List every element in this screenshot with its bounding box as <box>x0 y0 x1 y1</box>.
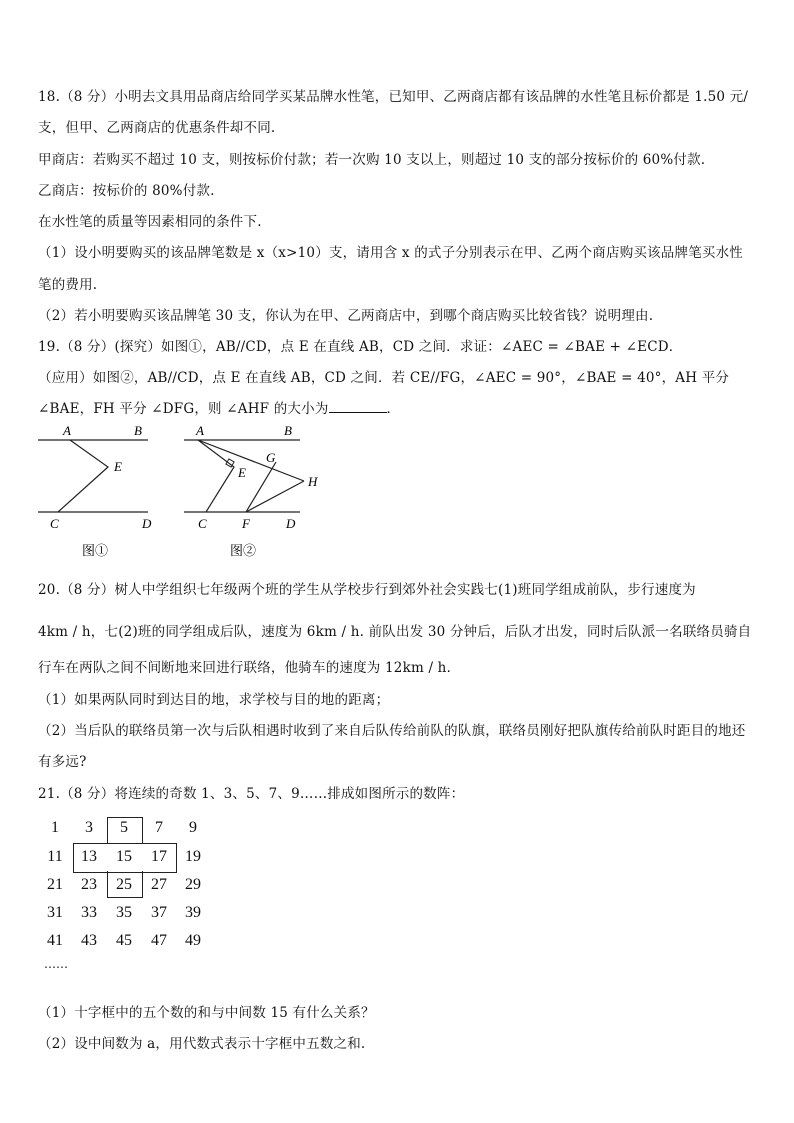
q19-line-2: （应用）如图②，AB//CD，点 E 在直线 AB，CD 之间．若 CE//FG，∠AEC = 90°，∠BAE = 40°，AH 平分 <box>38 370 730 386</box>
array-cell: 33 <box>81 904 97 921</box>
fig2-label-a: A <box>196 423 204 438</box>
array-cell: 37 <box>151 904 167 921</box>
q20-line-5: （2）当后队的联络员第一次与后队相遇时收到了来自后队传给前队的队旗，联络员刚好把队旗传给前队时距目的地还 <box>38 723 746 739</box>
fig1-label-e: E <box>114 459 122 474</box>
q19-line-3-end: ． <box>386 401 401 417</box>
array-cell: 29 <box>185 876 201 893</box>
fig2-label-c: C <box>198 516 207 531</box>
fig1-label-b: B <box>134 423 142 438</box>
q18-line-4: 乙商店：按标价的 80%付款. <box>38 183 215 199</box>
array-cell: 17 <box>151 848 167 865</box>
figure-2 <box>178 420 328 565</box>
q18-line-5: 在水性笔的质量等因素相同的条件下. <box>38 214 262 230</box>
fig2-path-aec <box>198 440 234 512</box>
array-cell: 27 <box>151 876 167 893</box>
q20-line-3: 行车在两队之间不间断地来回进行联络，他骑车的速度为 12km / h． <box>38 660 461 676</box>
answer-blank <box>329 400 387 413</box>
array-cell: 21 <box>47 876 63 893</box>
array-cell: 45 <box>116 932 132 949</box>
array-cell: 3 <box>85 819 93 836</box>
q18-line-3: 甲商店：若购买不超过 10 支，则按标价付款；若一次购 10 支以上，则超过 10 支的部分按标价的 60%付款. <box>38 152 706 168</box>
array-cell: 25 <box>116 876 132 893</box>
array-cell: 11 <box>47 848 63 865</box>
q19-line-3-text: ∠BAE，FH 平分 ∠DFG，则 ∠AHF 的大小为 <box>38 401 329 417</box>
fig2-caption: 图② <box>230 543 257 558</box>
q18-line-1: 18.（8 分）小明去文具用品商店给同学买某品牌水性笔，已知甲、乙两商店都有该品牌的水性笔且标价都是 1.50 元/ <box>38 89 749 105</box>
array-cell: 47 <box>151 932 167 949</box>
q20-line-6: 有多远? <box>38 754 87 770</box>
q20-line-4: （1）如果两队同时到达目的地，求学校与目的地的距离； <box>38 692 390 708</box>
fig1-label-c: C <box>50 516 59 531</box>
array-cell: 1 <box>51 819 59 836</box>
array-ellipsis: …… <box>44 957 68 971</box>
number-array <box>36 815 226 975</box>
q18-line-6: （1）设小明要购买的该品牌笔数是 x（x>10）支，请用含 x 的式子分别表示在甲、乙两个商店购买该品牌笔买水性 <box>38 245 743 261</box>
fig2-label-e: E <box>238 465 246 480</box>
array-cell: 31 <box>47 904 63 921</box>
array-cell: 39 <box>185 904 201 921</box>
fig1-label-d: D <box>142 516 152 531</box>
array-cell: 23 <box>81 876 97 893</box>
array-cell: 15 <box>116 848 132 865</box>
array-cell: 19 <box>185 848 201 865</box>
array-cell: 35 <box>116 904 132 921</box>
q19-line-3 <box>38 397 400 417</box>
fig1-label-a: A <box>63 423 71 438</box>
fig1-caption: 图① <box>82 543 109 558</box>
q20-line-1: 20.（8 分）树人中学组织七年级两个班的学生从学校步行到郊外社会实践七(1)班同学组成前队，步行速度为 <box>38 582 696 598</box>
figure-1 <box>30 420 170 565</box>
q21-part-1: （1）十字框中的五个数的和与中间数 15 有什么关系？ <box>38 1005 375 1021</box>
fig2-label-d: D <box>286 516 296 531</box>
array-cell: 9 <box>189 819 197 836</box>
fig2-label-f: F <box>242 516 250 531</box>
q19-line-1: 19.（8 分）(探究）如图①，AB//CD，点 E 在直线 AB，CD 之间．求证：∠AEC = ∠BAE + ∠ECD． <box>38 339 683 355</box>
fig2-label-g: G <box>266 450 276 465</box>
q21-part-2: （2）设中间数为 a，用代数式表示十字框中五数之和. <box>38 1036 366 1052</box>
array-cell: 49 <box>185 932 201 949</box>
fig2-label-b: B <box>284 423 292 438</box>
q18-line-2: 支，但甲、乙两商店的优惠条件却不同. <box>38 120 276 136</box>
q18-line-8: （2）若小明要购买该品牌笔 30 支，你认为在甲、乙两商店中，到哪个商店购买比较省钱？说明理由. <box>38 308 654 324</box>
fig2-label-h: H <box>308 474 318 489</box>
array-cell: 5 <box>120 819 128 836</box>
q18-line-7: 笔的费用. <box>38 277 98 293</box>
array-cell: 41 <box>47 932 63 949</box>
q21-line-1: 21.（8 分）将连续的奇数 1、3、5、7、9……排成如图所示的数阵： <box>38 786 465 802</box>
array-cell: 13 <box>81 848 97 865</box>
array-cell: 43 <box>81 932 97 949</box>
fig1-path-aec <box>58 440 108 512</box>
array-cell: 7 <box>155 819 163 836</box>
fig2-line-ah <box>198 440 304 481</box>
q20-line-2: 4km / h，七(2)班的同学组成后队，速度为 6km / h. 前队出发 30 分钟后，后队才出发，同时后队派一名联络员骑自 <box>38 624 752 640</box>
